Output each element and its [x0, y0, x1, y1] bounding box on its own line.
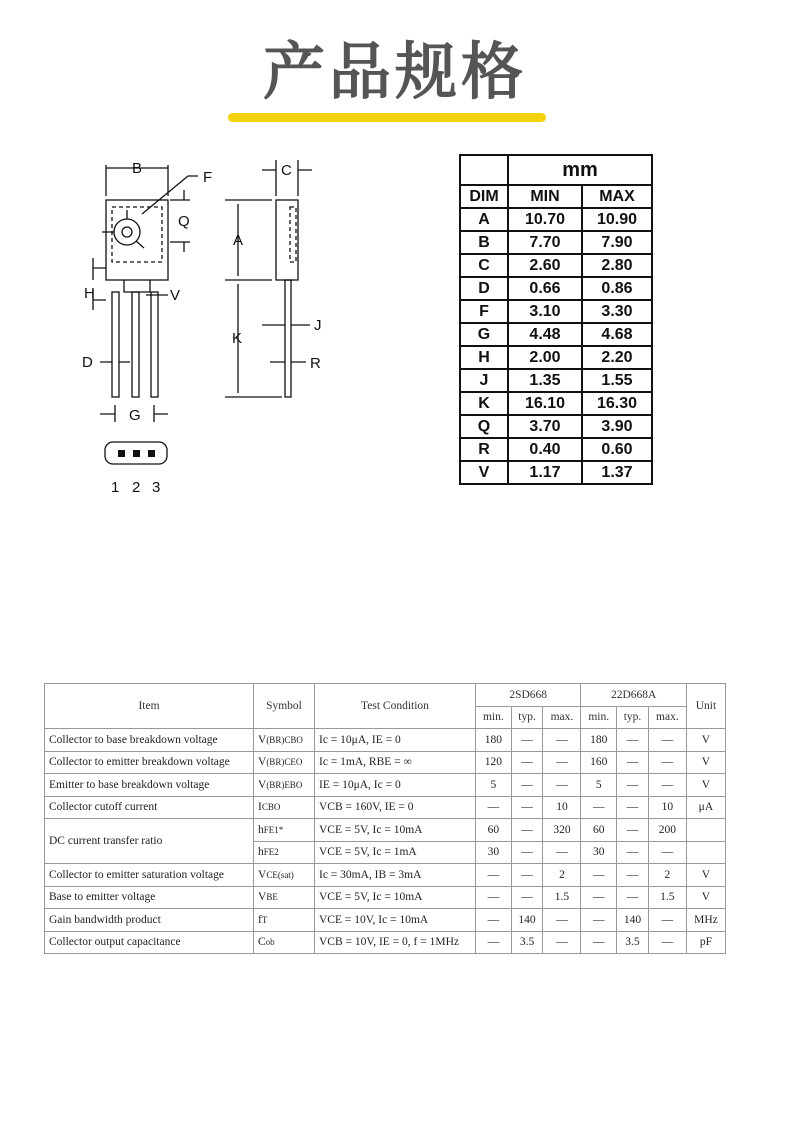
table-cell: 2.20 [582, 346, 652, 369]
table-cell: C [460, 254, 508, 277]
dim-row [460, 231, 652, 254]
table-cell: DC current transfer ratio [45, 819, 254, 864]
table-cell: V [686, 751, 725, 774]
table-row [45, 886, 726, 909]
table-cell: 16.10 [508, 392, 582, 415]
dim-row [460, 254, 652, 277]
table-cell: Gain bandwidth product [45, 909, 254, 932]
table-cell: max. [543, 706, 581, 729]
table-cell: — [511, 864, 543, 887]
table-cell: — [581, 931, 617, 954]
table-cell: — [617, 796, 649, 819]
table-cell: 2.00 [508, 346, 582, 369]
dim-row [460, 438, 652, 461]
table-cell: VCE = 5V, Ic = 1mA [315, 841, 476, 864]
table-cell: V [686, 886, 725, 909]
label-A: A [233, 232, 244, 249]
table-cell: 3.90 [582, 415, 652, 438]
table-cell: 10 [648, 796, 686, 819]
table-cell: VCE = 5V, Ic = 10mA [315, 819, 476, 842]
label-F: F [203, 169, 213, 186]
dimension-table [459, 154, 653, 485]
table-cell: 140 [617, 909, 649, 932]
table-cell: — [648, 729, 686, 752]
table-cell: — [476, 886, 512, 909]
table-cell: 3.5 [511, 931, 543, 954]
table-row [45, 931, 726, 954]
electrical-characteristics-table [44, 683, 726, 954]
table-cell: 2 [648, 864, 686, 887]
table-cell: 0.66 [508, 277, 582, 300]
dim-row [460, 208, 652, 231]
table-cell: 10.90 [582, 208, 652, 231]
title-underline [228, 113, 546, 122]
table-cell: IE = 10μA, Ic = 0 [315, 774, 476, 797]
table-cell: VBE [254, 886, 315, 909]
table-cell: max. [648, 706, 686, 729]
table-cell: H [460, 346, 508, 369]
table-cell: F [460, 300, 508, 323]
table-cell: — [617, 729, 649, 752]
table-cell: B [460, 231, 508, 254]
table-cell: 30 [476, 841, 512, 864]
group-2sd668-header: 2SD668 [476, 684, 581, 707]
label-J: J [314, 317, 322, 334]
table-cell: 5 [476, 774, 512, 797]
table-cell: — [511, 774, 543, 797]
table-cell: — [581, 864, 617, 887]
table-cell: — [581, 886, 617, 909]
page-title: 产品规格 [262, 35, 527, 108]
table-cell: Emitter to base breakdown voltage [45, 774, 254, 797]
table-cell: 10 [543, 796, 581, 819]
table-cell: — [543, 774, 581, 797]
table-cell: 3.10 [508, 300, 582, 323]
table-cell: — [543, 841, 581, 864]
table-cell: 1.5 [648, 886, 686, 909]
table-row [45, 729, 726, 752]
table-cell: min. [476, 706, 512, 729]
table-row [45, 774, 726, 797]
pin-2-label: 2 [132, 479, 141, 496]
table-cell: 3.5 [617, 931, 649, 954]
dim-header: DIM [460, 185, 508, 208]
table-cell: V(BR)CBO [254, 729, 315, 752]
table-cell: 7.70 [508, 231, 582, 254]
table-cell: — [511, 841, 543, 864]
table-cell: VCB = 160V, IE = 0 [315, 796, 476, 819]
table-cell: — [648, 751, 686, 774]
table-cell [686, 841, 725, 864]
table-cell: — [543, 931, 581, 954]
dim-row [460, 323, 652, 346]
table-cell: V [460, 461, 508, 484]
table-cell: 140 [511, 909, 543, 932]
table-cell: — [617, 819, 649, 842]
table-cell: 1.55 [582, 369, 652, 392]
table-cell: ICBO [254, 796, 315, 819]
table-cell [686, 819, 725, 842]
side-body [276, 200, 298, 280]
table-cell: VCB = 10V, IE = 0, f = 1MHz [315, 931, 476, 954]
unit-header: Unit [686, 684, 725, 729]
table-cell: K [460, 392, 508, 415]
table-cell: — [511, 796, 543, 819]
table-cell: 180 [581, 729, 617, 752]
table-cell: 2.60 [508, 254, 582, 277]
table-cell: 3.30 [582, 300, 652, 323]
table-cell: 160 [581, 751, 617, 774]
table-cell: — [581, 909, 617, 932]
dim-row [460, 415, 652, 438]
table-cell: Q [460, 415, 508, 438]
table-cell: — [543, 751, 581, 774]
table-cell: — [543, 729, 581, 752]
table-cell: 2.80 [582, 254, 652, 277]
label-V: V [170, 287, 181, 304]
table-row [45, 864, 726, 887]
pin-3-label: 3 [152, 479, 161, 496]
table-row [45, 819, 726, 842]
table-cell: — [648, 909, 686, 932]
table-cell: 2 [543, 864, 581, 887]
table-cell: — [511, 751, 543, 774]
table-cell: 10.70 [508, 208, 582, 231]
table-cell: — [617, 864, 649, 887]
pin-1-label: 1 [111, 479, 120, 496]
table-cell: VCE(sat) [254, 864, 315, 887]
table-cell: J [460, 369, 508, 392]
table-cell: — [581, 796, 617, 819]
dim-row [460, 277, 652, 300]
group-22d668a-header: 22D668A [581, 684, 686, 707]
table-row [45, 751, 726, 774]
table-cell: Base to emitter voltage [45, 886, 254, 909]
table-cell: — [511, 729, 543, 752]
table-cell: 1.17 [508, 461, 582, 484]
unit-header: mm [508, 155, 652, 185]
table-cell: 1.37 [582, 461, 652, 484]
table-cell: 0.86 [582, 277, 652, 300]
table-cell: — [617, 774, 649, 797]
table-cell: 5 [581, 774, 617, 797]
dim-row [460, 300, 652, 323]
label-B: B [132, 160, 143, 177]
table-cell: — [617, 751, 649, 774]
table-cell: G [460, 323, 508, 346]
table-cell: Collector to emitter breakdown voltage [45, 751, 254, 774]
dim-row [460, 369, 652, 392]
table-cell: 4.68 [582, 323, 652, 346]
table-cell: Collector cutoff current [45, 796, 254, 819]
table-cell: VCE = 10V, Ic = 10mA [315, 909, 476, 932]
table-row [45, 909, 726, 932]
table-cell: 320 [543, 819, 581, 842]
table-cell: — [476, 796, 512, 819]
table-cell: R [460, 438, 508, 461]
table-cell: 3.70 [508, 415, 582, 438]
label-H: H [84, 285, 95, 302]
table-cell: 120 [476, 751, 512, 774]
table-cell: 180 [476, 729, 512, 752]
package-outline-diagram [70, 150, 370, 500]
table-cell: 1.5 [543, 886, 581, 909]
table-cell: — [648, 841, 686, 864]
label-G: G [129, 407, 141, 424]
table-cell: V [686, 729, 725, 752]
table-cell: V [686, 774, 725, 797]
max-header: MAX [582, 185, 652, 208]
table-cell: hFE2 [254, 841, 315, 864]
label-Q: Q [178, 213, 190, 230]
label-R: R [310, 355, 321, 372]
table-cell: hFE1* [254, 819, 315, 842]
table-cell: 1.35 [508, 369, 582, 392]
table-cell: — [476, 864, 512, 887]
test-condition-header: Test Condition [315, 684, 476, 729]
table-cell: — [511, 819, 543, 842]
table-cell: μA [686, 796, 725, 819]
min-header: MIN [508, 185, 582, 208]
dim-row [460, 346, 652, 369]
table-cell: MHz [686, 909, 725, 932]
label-D: D [82, 354, 93, 371]
table-cell: 0.40 [508, 438, 582, 461]
table-cell: Ic = 10μA, IE = 0 [315, 729, 476, 752]
table-cell: VCE = 5V, Ic = 10mA [315, 886, 476, 909]
table-cell: Ic = 1mA, RBE = ∞ [315, 751, 476, 774]
table-cell: — [648, 931, 686, 954]
table-cell: 16.30 [582, 392, 652, 415]
table-cell: — [617, 886, 649, 909]
table-row [45, 796, 726, 819]
table-cell: Collector to emitter saturation voltage [45, 864, 254, 887]
dim-row [460, 392, 652, 415]
table-cell: — [543, 909, 581, 932]
table-cell: min. [581, 706, 617, 729]
table-cell: 7.90 [582, 231, 652, 254]
dim-row [460, 461, 652, 484]
table-cell: — [511, 886, 543, 909]
table-cell: Collector output capacitance [45, 931, 254, 954]
table-cell: 0.60 [582, 438, 652, 461]
table-cell: — [476, 909, 512, 932]
label-K: K [232, 330, 243, 347]
table-cell: 60 [476, 819, 512, 842]
table-cell: — [476, 931, 512, 954]
table-cell: D [460, 277, 508, 300]
table-cell: fT [254, 909, 315, 932]
symbol-header: Symbol [254, 684, 315, 729]
table-cell: 4.48 [508, 323, 582, 346]
table-cell: V(BR)EBO [254, 774, 315, 797]
table-cell: V(BR)CEO [254, 751, 315, 774]
table-cell: — [617, 841, 649, 864]
table-cell: 30 [581, 841, 617, 864]
table-cell: V [686, 864, 725, 887]
table-cell: Ic = 30mA, IB = 3mA [315, 864, 476, 887]
table-cell: 200 [648, 819, 686, 842]
table-cell: typ. [617, 706, 649, 729]
item-header: Item [45, 684, 254, 729]
table-cell: Cob [254, 931, 315, 954]
table-cell: pF [686, 931, 725, 954]
table-cell: 60 [581, 819, 617, 842]
table-cell: — [648, 774, 686, 797]
table-cell: typ. [511, 706, 543, 729]
table-cell: A [460, 208, 508, 231]
table-cell [460, 155, 508, 185]
label-C: C [281, 162, 292, 179]
table-cell: Collector to base breakdown voltage [45, 729, 254, 752]
